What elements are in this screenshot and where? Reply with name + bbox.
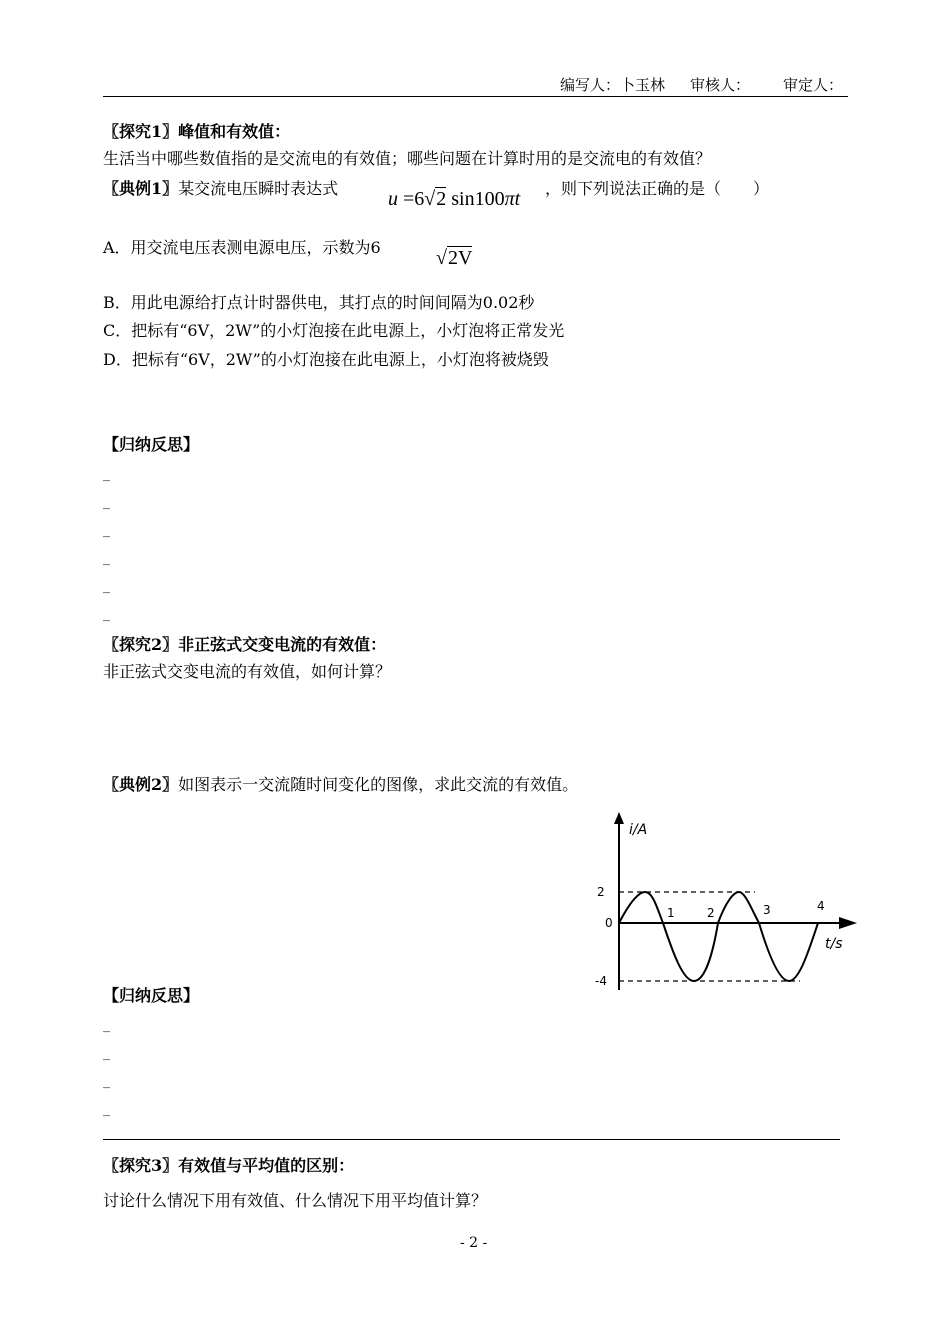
- y-high-label: 2: [597, 885, 605, 899]
- x-axis-arrow: [839, 917, 857, 929]
- reflection1-line: _: [103, 578, 110, 594]
- y-low-label: -4: [595, 974, 607, 988]
- y-axis-label: i/A: [629, 822, 648, 838]
- origin-label: 0: [605, 916, 613, 930]
- formula-rad: 2: [436, 188, 447, 210]
- reflection2-title: 【归纳反思】: [103, 986, 200, 1005]
- x-tick-label: 1: [667, 906, 675, 920]
- formula-lhs: u: [388, 188, 398, 210]
- reflection1-line: _: [103, 466, 110, 482]
- page-number: - 2 -: [460, 1235, 488, 1251]
- reflection2-line: _: [103, 1073, 110, 1089]
- example1-text: 某交流电压瞬时表达式: [178, 179, 339, 198]
- x-tick-label: 3: [763, 903, 771, 917]
- section1-question: 生活当中哪些数值指的是交流电的有效值；哪些问题在计算时用的是交流电的有效值？: [103, 149, 712, 168]
- section2-title: 〖探究2〗非正弦式交变电流的有效值：: [103, 635, 387, 654]
- option-b: B．用此电源给打点计时器供电，其打点的时间间隔为0.02秒: [103, 293, 535, 312]
- reflection2-line: _: [103, 1101, 110, 1117]
- reflection1-line: _: [103, 550, 110, 566]
- formula-coef: =6: [403, 188, 425, 210]
- example2-text: 如图表示一交流随时间变化的图像，求此交流的有效值。: [178, 775, 579, 794]
- option-d: D．把标有“6V，2W”的小灯泡接在此电源上，小灯泡将被烧毁: [103, 350, 549, 369]
- option-a-value: [436, 247, 472, 270]
- y-axis-arrow: [614, 812, 624, 824]
- option-a-text: A．用交流电压表测电源电压，示数为6: [103, 238, 381, 257]
- reflection2-line: _: [103, 1017, 110, 1033]
- example1-formula: [388, 188, 520, 211]
- reflection1-line: _: [103, 522, 110, 538]
- option-a-rad: 2V: [447, 247, 473, 269]
- current-curve: [619, 892, 818, 981]
- reflection1-title: 【归纳反思】: [103, 435, 200, 454]
- formula-fn: sin100: [451, 188, 505, 210]
- formula-pi: πt: [504, 188, 521, 210]
- header-reviewer: 审核人：: [690, 76, 751, 94]
- formula-sqrt: √2: [424, 188, 447, 210]
- section-divider: [103, 1139, 840, 1140]
- current-time-graph: [585, 808, 865, 998]
- example2-line: [103, 772, 578, 795]
- option-a-sqrt: √2V: [436, 247, 473, 269]
- x-tick-label: 4: [817, 899, 825, 913]
- x-axis-label: t/s: [825, 936, 843, 952]
- reflection1-line: _: [103, 494, 110, 510]
- x-tick-label: 2: [707, 906, 715, 920]
- reflection2-line: _: [103, 1045, 110, 1061]
- example1-line: [103, 176, 338, 199]
- section1-title: 〖探究1〗峰值和有效值：: [103, 122, 291, 141]
- option-c: C．把标有“6V，2W”的小灯泡接在此电源上，小灯泡将正常发光: [103, 321, 565, 340]
- reflection1-line: _: [103, 606, 110, 622]
- header-rule: [103, 96, 848, 97]
- section3-title: 〖探究3〗有效值与平均值的区别：: [103, 1156, 355, 1175]
- header-approver: 审定人：: [783, 76, 844, 94]
- section3-question: 讨论什么情况下用有效值、什么情况下用平均值计算？: [103, 1191, 488, 1210]
- example1-label: 〖典例1〗: [103, 179, 179, 198]
- example1-tail: ，则下列说法正确的是（ ）: [545, 179, 770, 198]
- example2-label: 〖典例2〗: [103, 775, 179, 794]
- header-writer: 编写人：卜玉林: [560, 76, 666, 94]
- section2-question: 非正弦式交变电流的有效值，如何计算？: [103, 662, 392, 681]
